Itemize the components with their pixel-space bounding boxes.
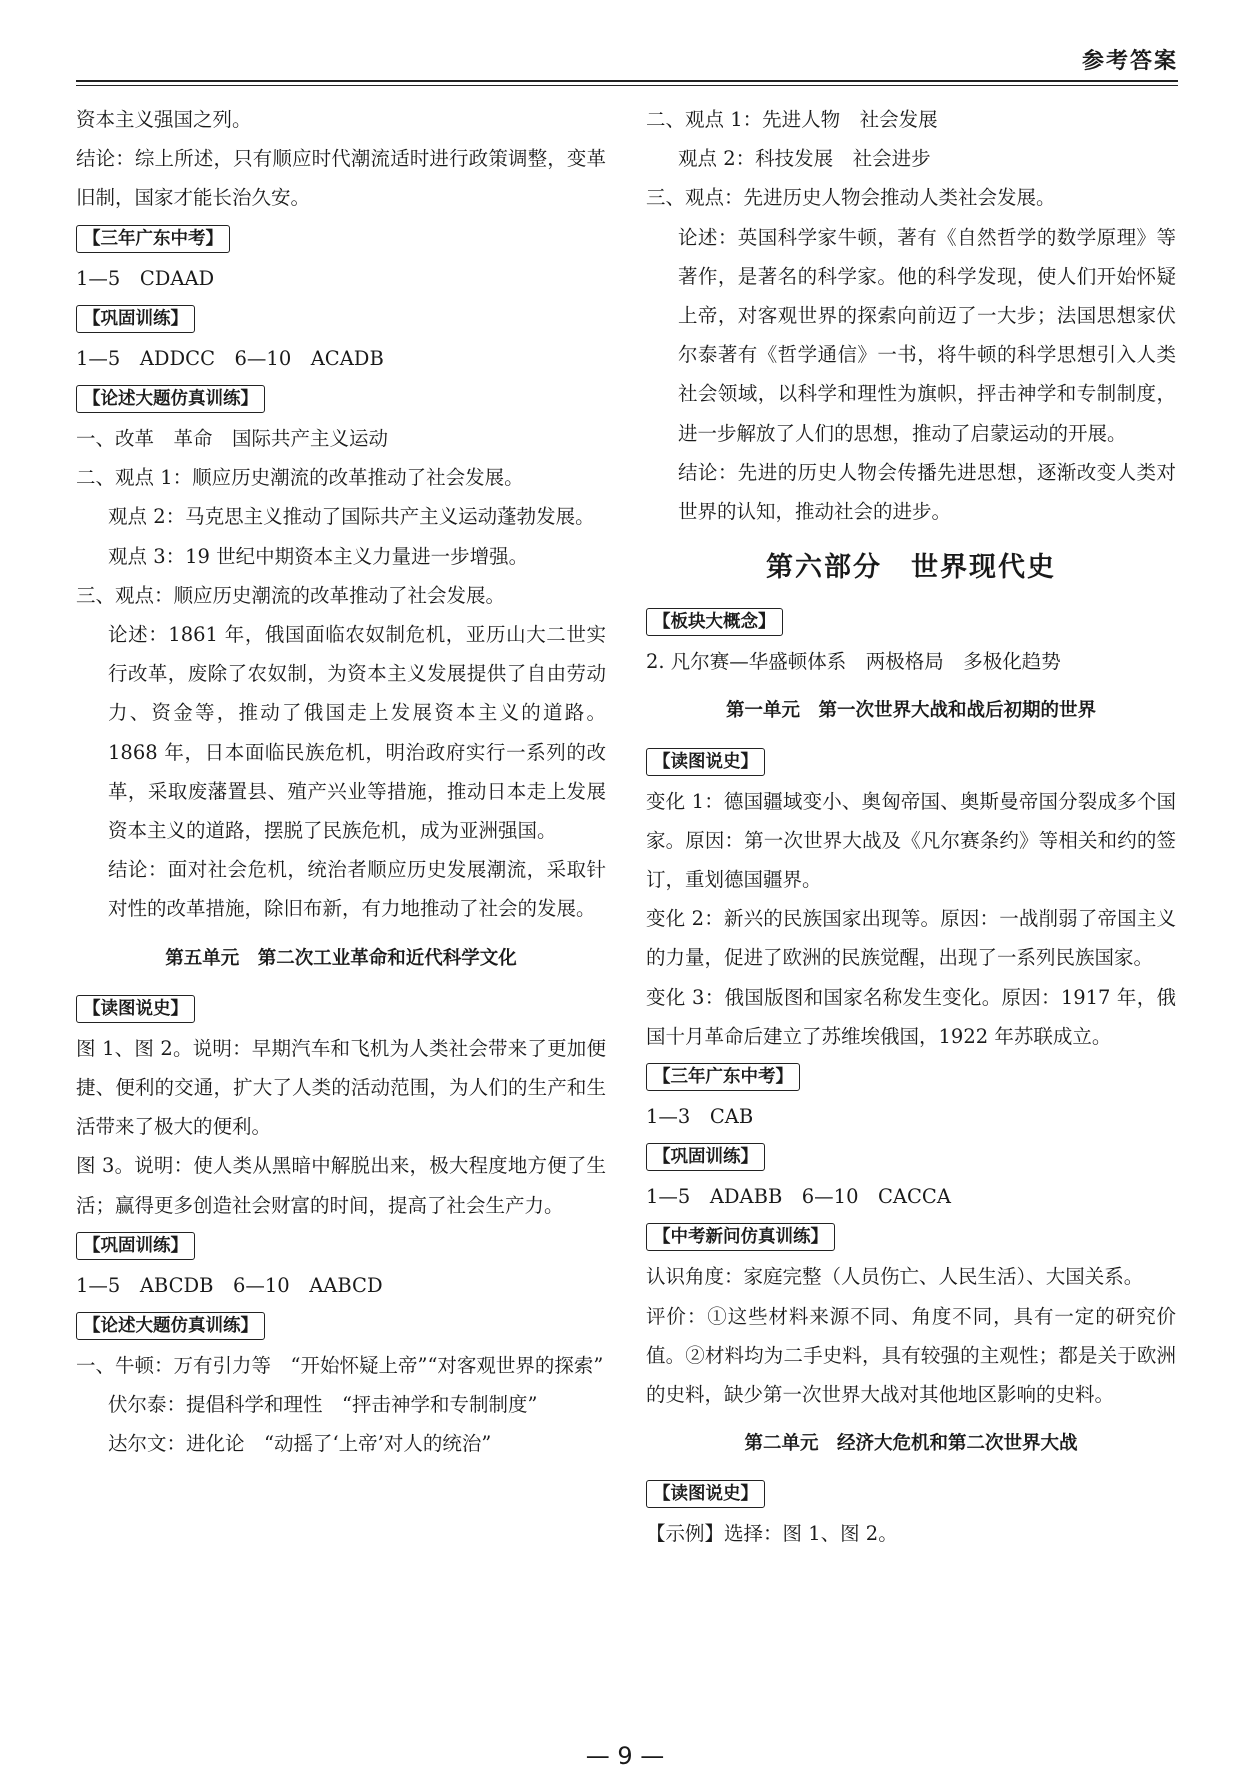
answer-paragraph: 论述：英国科学家牛顿，著有《自然哲学的数学原理》等著作，是著名的科学家。他的科学发现，使人们开始怀疑上帝，对客观世界的探索向前迈了一大步；法国思想家伏尔泰著有《哲学通信》一书，将牛顿的科学思想引入人类社会领域，以科学和理性为旗帜，抨击神学和专制制度，进一步解放了人们的思想，推动了启蒙运动的开展。 bbox=[678, 225, 1176, 445]
section-label-row bbox=[76, 298, 606, 339]
section-label-row bbox=[646, 1056, 1176, 1097]
unit-heading: 第二单元 经济大危机和第二次世界大战 bbox=[744, 1433, 1078, 1455]
answer-paragraph: 变化 1：德国疆域变小、奥匈帝国、奥斯曼帝国分裂成多个国家。原因：第一次世界大战及《凡尔赛条约》等相关和约的签订，重划德国疆界。 bbox=[646, 789, 1176, 892]
answer-paragraph: 三、观点：先进历史人物会推动人类社会发展。 bbox=[646, 186, 1056, 210]
answer-paragraph: 结论：面对社会危机，统治者顺应历史发展潮流，采取针对性的改革措施，除旧布新，有力地推动了社会的发展。 bbox=[108, 858, 606, 921]
answer-paragraph: 1—3 CAB bbox=[646, 1105, 754, 1129]
answer-paragraph: 图 1、图 2。说明：早期汽车和飞机为人类社会带来了更加便捷、便利的交通，扩大了人类的活动范围，为人们的生产和生活带来了极大的便利。 bbox=[76, 1036, 606, 1139]
section-label: 【读图说史】 bbox=[76, 995, 195, 1023]
answer-paragraph: 观点 2：马克思主义推动了国际共产主义运动蓬勃发展。 bbox=[108, 505, 595, 529]
answer-paragraph: 评价：①这些材料来源不同、角度不同，具有一定的研究价值。②材料均为二手史料，具有较强的主观性；都是关于欧洲的史料，缺少第一次世界大战对其他地区影响的史料。 bbox=[646, 1304, 1176, 1407]
section-label: 【板块大概念】 bbox=[646, 608, 783, 636]
section-label: 【巩固训练】 bbox=[76, 1232, 195, 1260]
left-column bbox=[76, 100, 606, 1464]
answer-paragraph: 1—5 ABCDB 6—10 AABCD bbox=[76, 1273, 383, 1297]
answer-paragraph: 二、观点 1：顺应历史潮流的改革推动了社会发展。 bbox=[76, 466, 524, 490]
section-label-row bbox=[76, 988, 606, 1029]
section-label-row bbox=[76, 218, 606, 259]
header-rule-thick bbox=[76, 80, 1178, 82]
answer-paragraph: 三、观点：顺应历史潮流的改革推动了社会发展。 bbox=[76, 583, 506, 607]
answer-paragraph: 1—5 ADDCC 6—10 ACADB bbox=[76, 346, 384, 370]
answer-paragraph: 【示例】选择：图 1、图 2。 bbox=[646, 1522, 898, 1546]
section-label: 【论述大题仿真训练】 bbox=[76, 385, 265, 413]
answer-paragraph: 变化 2：新兴的民族国家出现等。原因：一战削弱了帝国主义的力量，促进了欧洲的民族觉醒，出现了一系列民族国家。 bbox=[646, 907, 1176, 970]
answer-paragraph: 结论：先进的历史人物会传播先进思想，逐渐改变人类对世界的认知，推动社会的进步。 bbox=[678, 460, 1176, 524]
page-number: — 9 — bbox=[585, 1742, 665, 1770]
section-label: 【三年广东中考】 bbox=[76, 225, 230, 253]
answer-paragraph: 一、牛顿：万有引力等 “开始怀疑上帝”“对客观世界的探索” bbox=[76, 1354, 604, 1378]
section-label-row bbox=[76, 1225, 606, 1266]
page-header-title: 参考答案 bbox=[1081, 49, 1178, 74]
answer-paragraph: 图 3。说明：使人类从黑暗中解脱出来，极大程度地方便了生活；赢得更多创造社会财富的时间，提高了社会生产力。 bbox=[76, 1154, 606, 1217]
answer-paragraph: 伏尔泰：提倡科学和理性 “抨击神学和专制制度” bbox=[108, 1393, 538, 1417]
answer-paragraph: 达尔文：进化论 “动摇了‘上帝’对人的统治” bbox=[108, 1432, 492, 1456]
section-label: 【三年广东中考】 bbox=[646, 1063, 800, 1091]
section-label: 【巩固训练】 bbox=[646, 1143, 765, 1171]
right-column bbox=[646, 100, 1176, 1554]
unit-heading: 第一单元 第一次世界大战和战后初期的世界 bbox=[725, 700, 1096, 722]
answer-paragraph: 论述：1861 年，俄国面临农奴制危机，亚历山大二世实行改革，废除了农奴制，为资本主义发展提供了自由劳动力、资金等，推动了俄国走上发展资本主义的道路。1868 年，日本面临民族危机，明治政府实行一系列的改革，采取废藩置县、殖产兴业等措施，推动日本走上发展资本主义的道路，摆脱了民族危机，成为亚洲强国。 bbox=[108, 623, 606, 843]
answer-paragraph: 结论：综上所述，只有顺应时代潮流适时进行政策调整，变革旧制，国家才能长治久安。 bbox=[76, 147, 606, 210]
section-label-row bbox=[646, 1216, 1176, 1257]
answer-paragraph: 1—5 CDAAD bbox=[76, 266, 215, 290]
section-label-row bbox=[646, 741, 1176, 782]
section-label-row bbox=[646, 1136, 1176, 1177]
answer-paragraph: 资本主义强国之列。 bbox=[76, 108, 252, 131]
section-label-row bbox=[76, 1305, 606, 1346]
section-label: 【读图说史】 bbox=[646, 1480, 765, 1508]
section-label-row bbox=[646, 601, 1176, 642]
section-label: 【巩固训练】 bbox=[76, 305, 195, 333]
header-rule-thin bbox=[76, 85, 1178, 86]
answer-paragraph: 观点 2：科技发展 社会进步 bbox=[678, 147, 931, 171]
answer-paragraph: 2. 凡尔赛—华盛顿体系 两极格局 多极化趋势 bbox=[646, 650, 1061, 674]
part-heading: 第六部分 世界现代史 bbox=[766, 552, 1056, 584]
answer-paragraph: 二、观点 1：先进人物 社会发展 bbox=[646, 108, 938, 131]
answer-paragraph: 认识角度：家庭完整（人员伤亡、人民生活）、大国关系。 bbox=[646, 1265, 1144, 1289]
section-label: 【中考新问仿真训练】 bbox=[646, 1223, 835, 1251]
section-label-row bbox=[76, 378, 606, 419]
answer-paragraph: 一、改革 革命 国际共产主义运动 bbox=[76, 427, 389, 451]
unit-heading: 第五单元 第二次工业革命和近代科学文化 bbox=[165, 947, 517, 969]
answer-paragraph: 观点 3：19 世纪中期资本主义力量进一步增强。 bbox=[108, 544, 529, 568]
answer-paragraph: 变化 3：俄国版图和国家名称发生变化。原因：1917 年，俄国十月革命后建立了苏维埃俄国，1922 年苏联成立。 bbox=[646, 985, 1176, 1048]
section-label: 【读图说史】 bbox=[646, 748, 765, 776]
answer-paragraph: 1—5 ADABB 6—10 CACCA bbox=[646, 1185, 951, 1209]
section-label: 【论述大题仿真训练】 bbox=[76, 1312, 265, 1340]
section-label-row bbox=[646, 1473, 1176, 1514]
